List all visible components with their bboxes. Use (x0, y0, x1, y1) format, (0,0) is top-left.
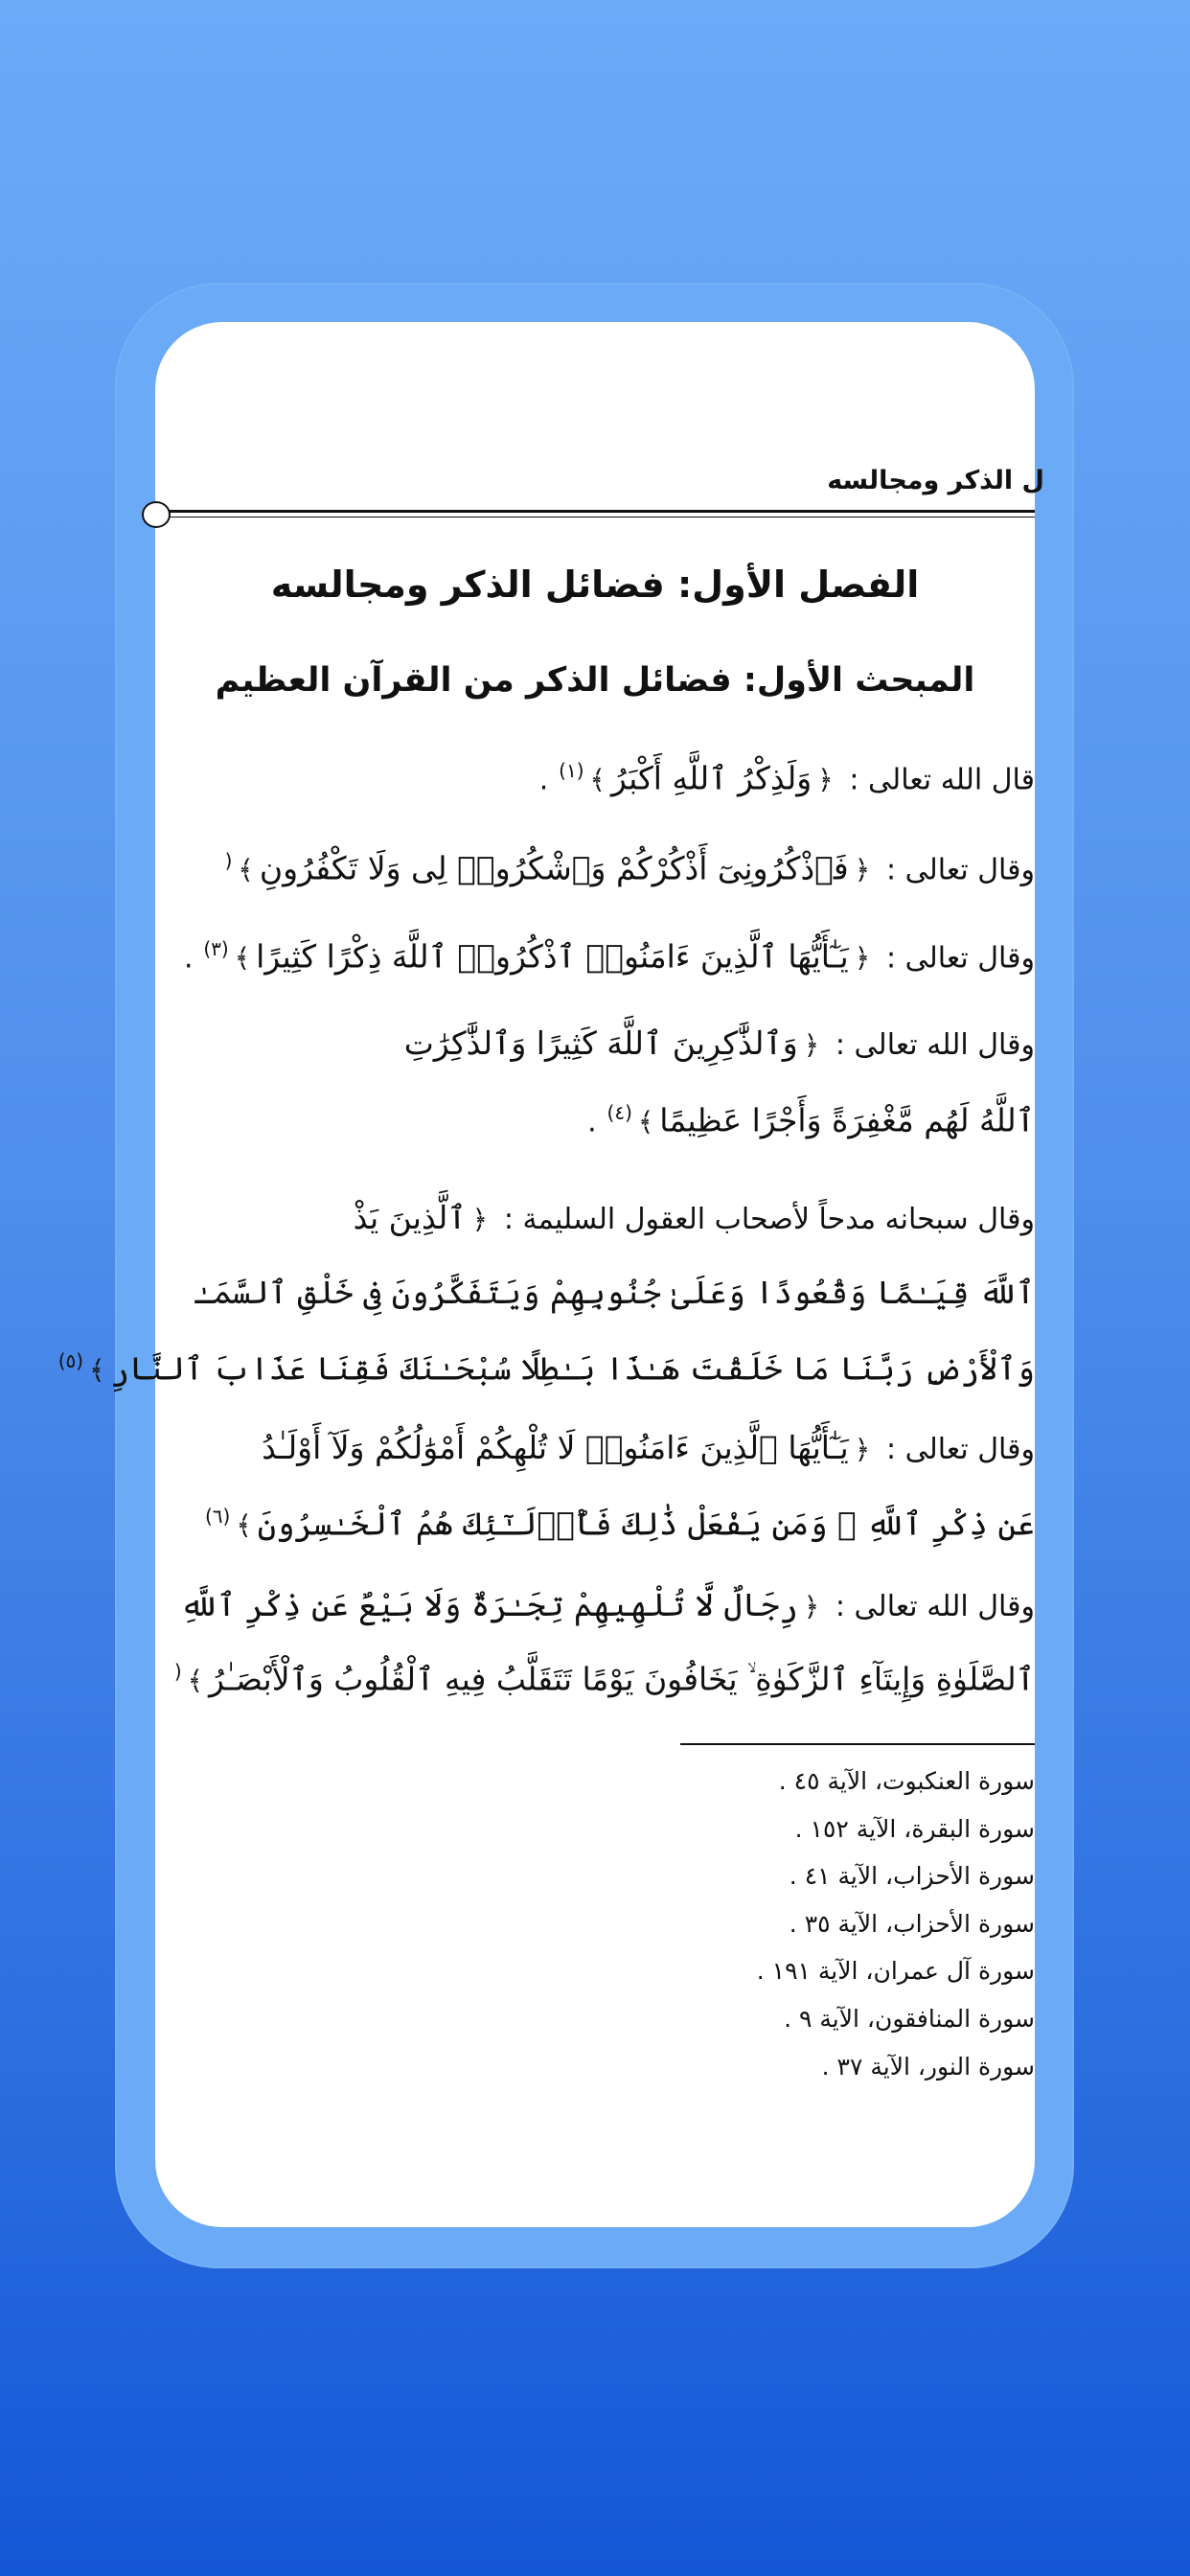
chapter-title: الفصل الأول: فضائل الذكر ومجالسه (270, 564, 920, 606)
footnote-rule (680, 1743, 1035, 1745)
verse-5-line-1: وقال سبحانه مدحاً لأصحاب العقول السليمة : ﴿ٱلَّذِينَ يَذْ (353, 1199, 1035, 1236)
verse-7-line-2: ٱلصَّلَوٰةِ وَإِيتَآءِ ٱلزَّكَوٰةِ ۙ يَخَافُونَ يَوْمًا تَتَقَلَّبُ فِيهِ ٱلْقُلُوبُ وَٱلْأَبْصَـٰرُ﴾( (173, 1660, 1035, 1698)
verse-6-line-1: وقال تعالى : ﴿يَـٰٓأَيُّهَا ٱلَّذِينَ ءَامَنُوا۟ لَا تُلْهِكُمْ أَمْوَٰلُكُمْ وَلَآ أَوْلَـٰدُ (262, 1429, 1035, 1466)
footnote-5: سورة آل عمران، الآية ١٩١ . (756, 1957, 1035, 1986)
verse-6-line-2: عَن ذِكْرِ ٱللَّهِ ۚ وَمَن يَفْعَلْ ذَٰلِكَ فَأُو۟لَـٰٓئِكَ هُمُ ٱلْخَـٰسِرُونَ﴾$^{(٦)}$ (204, 1505, 1035, 1543)
ornament-icon (142, 501, 171, 528)
footnote-4: سورة الأحزاب، الآية ٣٥ . (789, 1909, 1035, 1938)
verse-4-line-2: ٱللَّهُ لَهُم مَّغْفِرَةً وَأَجْرًا عَظِيمًا﴾$^{(٤)}$ . (587, 1101, 1035, 1139)
footnote-6: سورة المنافقون، الآية ٩ . (784, 2004, 1035, 2033)
running-head: ل الذكر ومجالسه (827, 466, 1044, 495)
footnote-7: سورة النور، الآية ٣٧ . (821, 2052, 1035, 2081)
verse-7-line-1: وقال الله تعالى : ﴿رِجَالٌ لَّا تُلْهِيهِمْ تِجَـٰرَةٌ وَلَا بَيْعٌ عَن ذِكْرِ ٱللَّهِ (180, 1586, 1035, 1623)
verse-2-line-1: وقال تعالى : ﴿فَٱذْكُرُونِىٓ أَذْكُرْكُمْ وَٱشْكُرُوا۟ لِى وَلَا تَكْفُرُونِ﴾( (224, 849, 1035, 887)
verse-1-line-1: قال الله تعالى : ﴿وَلَذِكْرُ ٱللَّهِ أَكْبَرُ﴾$^{(١)}$ . (538, 759, 1035, 797)
verse-3-line-1: وقال تعالى : ﴿يَـٰٓأَيُّهَا ٱلَّذِينَ ءَامَنُوا۟ ٱذْكُرُوا۟ ٱللَّهَ ذِكْرًا كَثِيرًا﴾$^{(٣)}$ . (184, 937, 1035, 976)
document-card[interactable] (57, 322, 1044, 2227)
footnote-2: سورة البقرة، الآية ١٥٢ . (794, 1814, 1035, 1843)
verse-4-line-1: وقال الله تعالى : ﴿وَٱلذَّٰكِرِينَ ٱللَّهَ كَثِيرًا وَٱلذَّٰكِرَٰتِ (403, 1024, 1035, 1062)
footnote-1: سورة العنكبوت، الآية ٤٥ . (778, 1767, 1035, 1795)
verse-5-line-3: وَٱلْأَرْضِ رَبَّنَا مَا خَلَقْتَ هَـٰذَا بَـٰطِلًا سُبْحَـٰنَكَ فَقِنَا عَذَابَ ٱلنَّارِ﴾$^{(٥)}$ (57, 1349, 1035, 1388)
section-title: المبحث الأول: فضائل الذكر من القرآن العظيم (215, 661, 975, 700)
scanned-page (57, 322, 1044, 2227)
footnote-3: سورة الأحزاب، الآية ٤١ . (789, 1862, 1035, 1891)
verse-5-line-2: ٱللَّهَ قِيَـٰمًا وَقُعُودًا وَعَلَىٰ جُنُوبِهِمْ وَيَتَفَكَّرُونَ فِى خَلْقِ ٱلسَّمَـٰ (195, 1274, 1035, 1311)
footnotes-list (757, 1758, 1035, 2090)
